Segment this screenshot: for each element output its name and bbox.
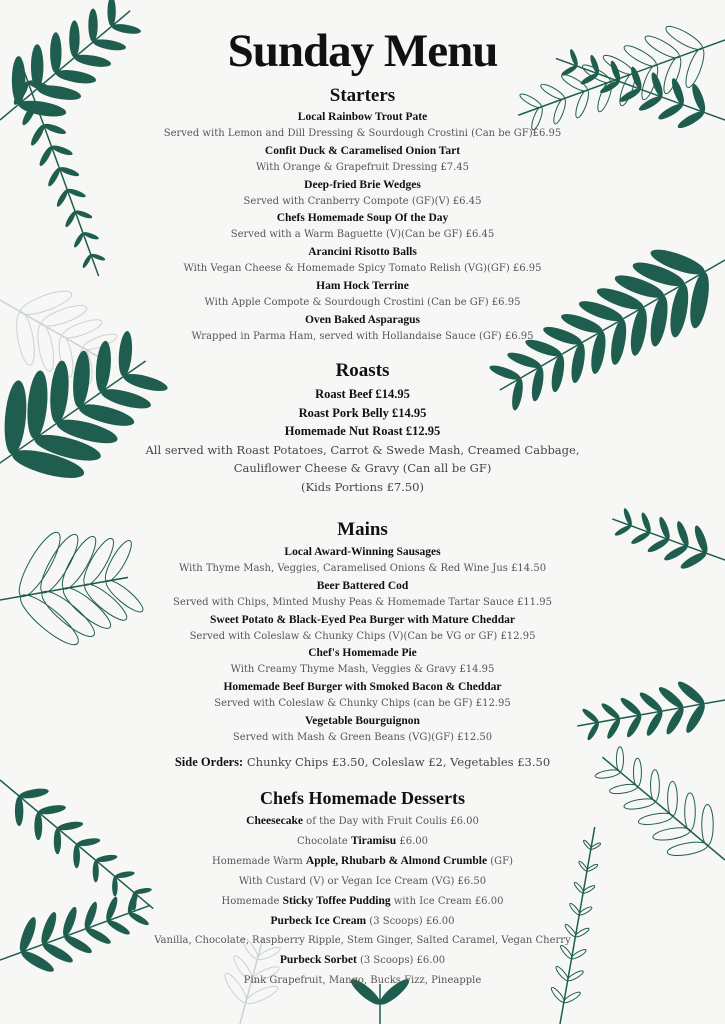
roast-item: Roast Pork Belly £14.95 — [298, 405, 427, 420]
dessert-line — [0, 930, 725, 950]
menu-item-description: With Apple Compote & Sourdough Crostini (Can be GF) £6.95 — [204, 296, 521, 308]
dessert-name: Cheesecake — [246, 815, 303, 827]
dessert-line — [0, 891, 725, 911]
dessert-detail: (3 Scoops) £6.00 — [356, 955, 446, 967]
menu-item-name: Arancini Risotto Balls — [308, 246, 417, 259]
page-title: Sunday Menu — [227, 25, 498, 77]
menu-item-description: Served with Chips, Minted Mushy Peas & Homemade Tartar Sauce £11.95 — [173, 596, 552, 608]
roast-note: Cauliflower Cheese & Gravy (Can all be GF) — [233, 461, 492, 476]
menu-item-description: Wrapped in Parma Ham, served with Hollandaise Sauce (GF) £6.95 — [191, 330, 534, 342]
dessert-line — [0, 851, 725, 871]
dessert-detail: Chocolate — [297, 835, 352, 847]
desserts-heading: Chefs Homemade Desserts — [260, 788, 465, 808]
dessert-detail: With Custard (V) or Vegan Ice Cream (VG) £6.50 — [238, 875, 487, 887]
starters-heading: Starters — [329, 85, 396, 106]
dessert-detail: Homemade Warm — [212, 855, 306, 867]
menu-item-description: With Thyme Mash, Veggies, Caramelised Onions & Red Wine Jus £14.50 — [178, 562, 547, 574]
roast-note: All served with Roast Potatoes, Carrot & Swede Mash, Creamed Cabbage, — [145, 442, 580, 457]
mains-section — [0, 518, 725, 770]
side-orders-text: Chunky Chips £3.50, Coleslaw £2, Vegetables £3.50 — [243, 754, 551, 769]
dessert-line — [0, 811, 725, 831]
menu-item-name: Local Award-Winning Sausages — [284, 546, 441, 558]
desserts-section — [0, 786, 725, 990]
dessert-detail: of the Day with Fruit Coulis £6.00 — [303, 816, 479, 827]
menu-item-description: Served with Mash & Green Beans (VG)(GF) £12.50 — [232, 731, 493, 743]
dessert-detail: Vanilla, Chocolate, Raspberry Ripple, Stem Ginger, Salted Caramel, Vegan Cherry — [154, 935, 571, 947]
mains-list — [0, 544, 725, 747]
menu-item-name: Ham Hock Terrine — [316, 280, 409, 293]
menu-item-name: Sweet Potato & Black-Eyed Pea Burger with Mature Cheddar — [210, 613, 515, 626]
menu-item-name: Local Rainbow Trout Pate — [297, 111, 428, 123]
menu-item-description: With Creamy Thyme Mash, Veggies & Gravy £14.95 — [230, 664, 495, 676]
menu-item-name: Confit Duck & Caramelised Onion Tart — [264, 144, 461, 157]
roasts-heading: Roasts — [335, 360, 390, 381]
menu-item-description: Served with a Warm Baguette (V)(Can be GF) £6.45 — [230, 229, 495, 241]
menu-item-name: Chefs Homemade Soup Of the Day — [276, 212, 449, 225]
roast-note: (Kids Portions £7.50) — [301, 479, 424, 494]
menu-item-name: Vegetable Bourguignon — [305, 715, 420, 728]
dessert-name: Purbeck Sorbet — [279, 954, 357, 967]
dessert-line — [0, 950, 725, 970]
dessert-detail: £6.00 — [396, 835, 428, 847]
dessert-line — [0, 831, 725, 851]
dessert-name: Purbeck Ice Cream — [270, 914, 367, 927]
dessert-name: Tiramisu — [351, 834, 397, 847]
mains-heading: Mains — [337, 519, 388, 540]
menu-item-name: Oven Baked Asparagus — [304, 313, 421, 326]
dessert-line — [0, 911, 725, 931]
side-orders — [0, 755, 725, 770]
menu-item-description: With Orange & Grapefruit Dressing £7.45 — [255, 161, 470, 173]
dessert-name: Sticky Toffee Pudding — [282, 894, 391, 907]
dessert-detail: Pink Grapefruit, Mango, Bucks Fizz, Pineapple — [243, 975, 482, 987]
dessert-detail: (GF) — [487, 855, 513, 867]
dessert-name: Apple, Rhubarb & Almond Crumble — [305, 854, 488, 867]
menu-item-name: Deep-fried Brie Wedges — [304, 178, 421, 191]
menu-item-description: With Vegan Cheese & Homemade Spicy Tomato Relish (VG)(GF) £6.95 — [183, 263, 542, 275]
dessert-detail: with Ice Cream £6.00 — [390, 895, 504, 907]
dessert-detail: Homemade — [221, 895, 283, 907]
dessert-line — [0, 871, 725, 891]
menu-item-name: Homemade Beef Burger with Smoked Bacon & Cheddar — [223, 681, 502, 694]
menu-item-description: Served with Coleslaw & Chunky Chips (can be GF) £12.95 — [214, 698, 511, 710]
menu-item-name: Beer Battered Cod — [316, 579, 409, 592]
menu-item-description: Served with Cranberry Compote (GF)(V) £6.45 — [243, 195, 482, 207]
roasts-section — [0, 359, 725, 497]
desserts-list — [0, 811, 725, 990]
side-orders-label: Side Orders: — [174, 754, 244, 769]
starters-list — [0, 109, 725, 346]
dessert-line — [0, 970, 725, 990]
starters-section — [0, 84, 725, 346]
roast-item: Roast Beef £14.95 — [315, 387, 410, 401]
roast-item: Homemade Nut Roast £12.95 — [284, 424, 441, 439]
menu-item-description: Served with Lemon and Dill Dressing & Sourdough Crostini (Can be GF)£6.95 — [163, 127, 562, 139]
menu-item-name: Chef's Homemade Pie — [308, 647, 417, 660]
menu-item-description: Served with Coleslaw & Chunky Chips (V)(Can be VG or GF) £12.95 — [189, 630, 536, 642]
dessert-detail: (3 Scoops) £6.00 — [366, 915, 455, 927]
